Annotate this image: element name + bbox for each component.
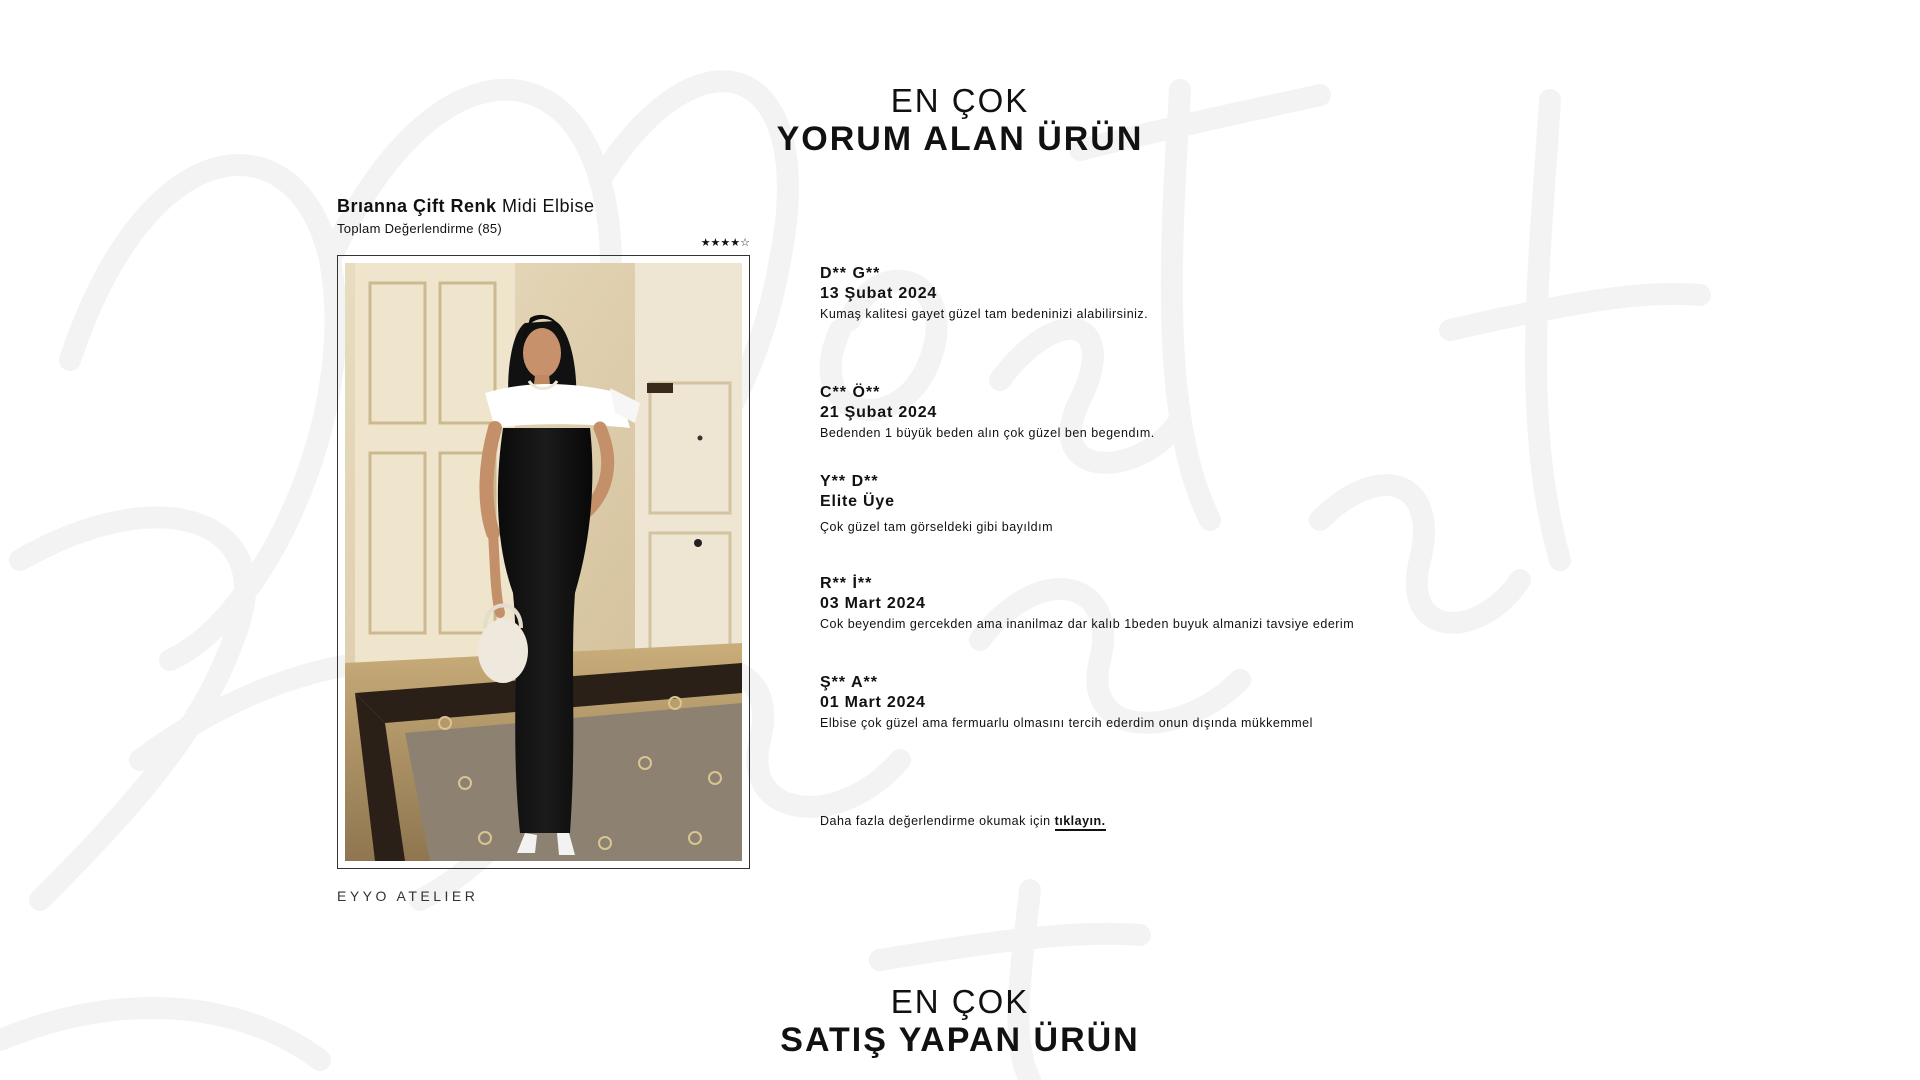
product-photo-frame[interactable] — [337, 255, 750, 869]
list-item — [820, 472, 1053, 534]
section-title-line1: EN ÇOK — [890, 82, 1030, 119]
review-date: 21 Şubat 2024 — [820, 404, 938, 421]
product-name-bold: Brıanna Çift Renk — [337, 196, 497, 216]
section-title-best-selling — [0, 984, 1920, 1059]
list-item — [820, 383, 1155, 440]
review-author: C** Ö** — [820, 384, 881, 401]
section-title-line1: EN ÇOK — [890, 983, 1030, 1020]
more-reviews-label: Daha fazla değerlendirme okumak için — [820, 814, 1055, 828]
list-item — [820, 673, 1313, 730]
review-date: 03 Mart 2024 — [820, 595, 926, 612]
review-author: D** G** — [820, 265, 881, 282]
more-reviews-link[interactable]: tıklayın. — [1055, 814, 1106, 831]
review-author: Y** D** — [820, 473, 879, 490]
brand-label: EYYO ATELIER — [337, 888, 479, 904]
dress-photo-icon[interactable] — [345, 263, 742, 861]
product-card — [337, 196, 752, 904]
review-text: Bedenden 1 büyük beden alın çok güzel ben begendım. — [820, 426, 1155, 440]
review-author: R** İ** — [820, 575, 873, 592]
product-name-rest: Midi Elbise — [496, 196, 595, 216]
review-text: Cok beyendim gercekden ama inanilmaz dar kalıb 1beden buyuk almanizi tavsiye ederim — [820, 617, 1355, 631]
more-reviews-text — [820, 814, 1106, 828]
section-title-line2: YORUM ALAN ÜRÜN — [776, 119, 1144, 158]
star-rating-icon: ★★★★☆ — [700, 237, 750, 249]
review-date: Elite Üye — [820, 493, 895, 510]
product-name[interactable] — [337, 196, 752, 217]
review-author: Ş** A** — [820, 674, 878, 691]
review-text: Çok güzel tam görseldeki gibi bayıldım — [820, 520, 1053, 534]
review-date: 01 Mart 2024 — [820, 694, 926, 711]
review-text: Kumaş kalitesi gayet güzel tam bedeninizi alabilirsiniz. — [820, 307, 1149, 321]
section-title-line2: SATIŞ YAPAN ÜRÜN — [780, 1020, 1140, 1059]
review-date: 13 Şubat 2024 — [820, 285, 938, 302]
list-item — [820, 574, 1354, 631]
product-total-reviews: Toplam Değerlendirme (85) — [337, 221, 503, 236]
section-title-most-reviewed — [0, 83, 1920, 158]
review-text: Elbise çok güzel ama fermuarlu olmasını tercih ederdim onun dışında mükkemmel — [820, 716, 1313, 730]
list-item — [820, 264, 1148, 321]
